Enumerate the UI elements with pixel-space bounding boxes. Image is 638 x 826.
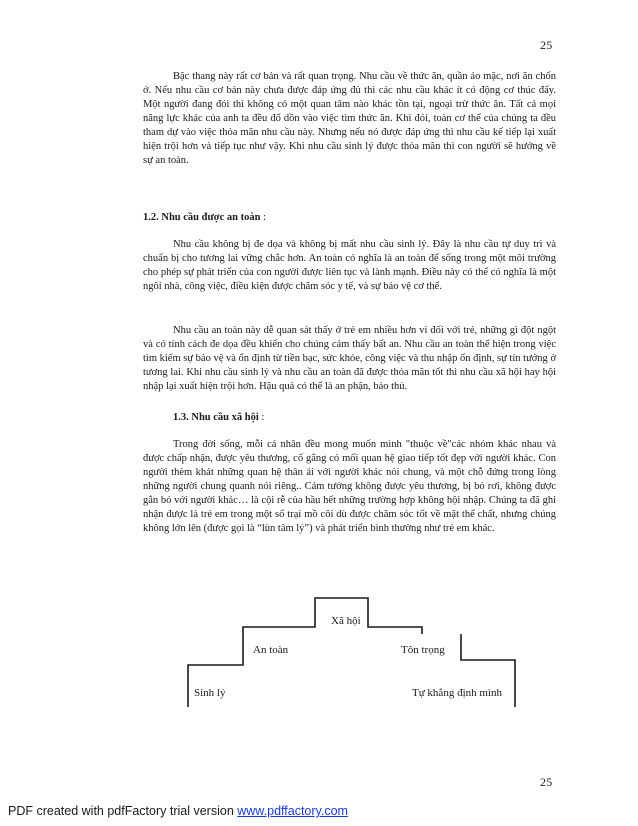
paragraph-social: [143, 438, 556, 536]
page-number-bottom: 25: [540, 775, 553, 789]
paragraph-safety-1: [143, 238, 556, 294]
paragraph-text: Bậc thang này rất cơ bản và rất quan trọng. Nhu cầu về thức ăn, quần áo mặc, nơi ăn chốn ở. Nếu nhu cầu cơ bản này chưa được đáp ứng đủ thì các nhu cầu khác ít có động cơ thúc đẩy. Một người đang đói thì không có một quan tâm nào khác tồn tại, ngoại trừ thức ăn. Tất cả mọi năng lực khác của anh ta đều đổ dồn vào việc tìm thức ăn. Khi đói, toàn cơ thể của chúng ta đều tham dự vào việc thỏa mãn nhu cầu này. Nhưng nếu nó được đáp ứng thì nhu cầu kế tiếp lại xuất hiện trội hơn và tiếp tục như vậy. Khi nhu cầu sinh lý được thỏa mãn thì con người sẽ hướng về sự an toàn.: [143, 71, 556, 166]
paragraph-physiological: [143, 70, 556, 168]
paragraph-text: Nhu cầu an toàn này dễ quan sát thấy ở trẻ em nhiều hơn vì đối với trẻ, những gì đột ngột và có tính cách đe dọa đều khiến cho chúng cảm thấy bất an. Nhu cầu an toàn thể hiện trong việc tìm kiếm sự bảo vệ và ổn định từ tiền bạc, sức khỏe, công việc và thu nhập ổn định, sự tín tưởng ở tương lai. Khi nhu cầu sinh lý và nhu cầu an toàn đã được thỏa mãn tốt thì nhu cầu xã hội hay hội nhập lại xuất hiện trội hơn. Hậu quả có thể là an phận, bảo thủ.: [143, 325, 556, 392]
page-number-top: 25: [540, 38, 553, 52]
paragraph-safety-2: [143, 324, 556, 394]
heading-colon: :: [260, 212, 266, 223]
step-label-physiological: Sinh lý: [194, 687, 226, 699]
heading-safety-needs: [143, 211, 266, 225]
heading-social-needs: [173, 411, 264, 425]
step-label-safety: An toàn: [253, 644, 289, 656]
heading-text: 1.2. Nhu cầu được an toàn: [143, 212, 261, 223]
step-label-self-actualization: Tự khẳng định mình: [412, 687, 502, 699]
pdf-footer-note: [8, 804, 348, 818]
step-label-esteem: Tôn trọng: [401, 644, 445, 656]
step-label-social: Xã hội: [331, 615, 361, 627]
heading-colon: :: [258, 412, 265, 423]
heading-text: 1.3. Nhu cầu xã hội: [173, 412, 259, 423]
footer-prefix: PDF created with pdfFactory trial version: [8, 804, 238, 818]
pdffactory-link[interactable]: www.pdffactory.com: [237, 804, 348, 818]
paragraph-text: Trong đời sống, mỗi cá nhân đều mong muốn mình "thuộc về"các nhóm khác nhau và được chấp nhận, được yêu thương, cố gắng có mối quan hệ giao tiếp tốt đẹp với người khác. Con người thèm khát những quan hệ thân ái với người khác nói chung, và một chỗ đứng trong lòng những người chung quanh nói riêng.. Cảm tưởng không được yêu thương, bị bỏ rơi, không được gắn bó với người khác… là cội rễ của hầu hết những trường hợp không hội nhập. Chúng ta đã ghi nhận được là trẻ em trong một số trại mồ côi dù được chăm sóc tốt về mặt thể chất, nhưng chúng không lớn lên (được gọi là “lùn tâm lý”) và phát triển bình thường như trẻ em khác.: [143, 439, 556, 534]
paragraph-text: Nhu cầu không bị đe dọa và không bị mất nhu cầu sinh lý. Đây là nhu cầu tự duy trì và chuẩn bị cho tương lai vững chắc hơn. An toàn có nghĩa là an toàn để sống trong một môi trường cho phép sự phát triển của con người được liên tục và lành mạnh. Điều này có thể có nghĩa là một ngôi nhà, công việc, điều kiện được chăm sóc y tế, và sự bảo vệ cơ thể.: [143, 239, 556, 292]
